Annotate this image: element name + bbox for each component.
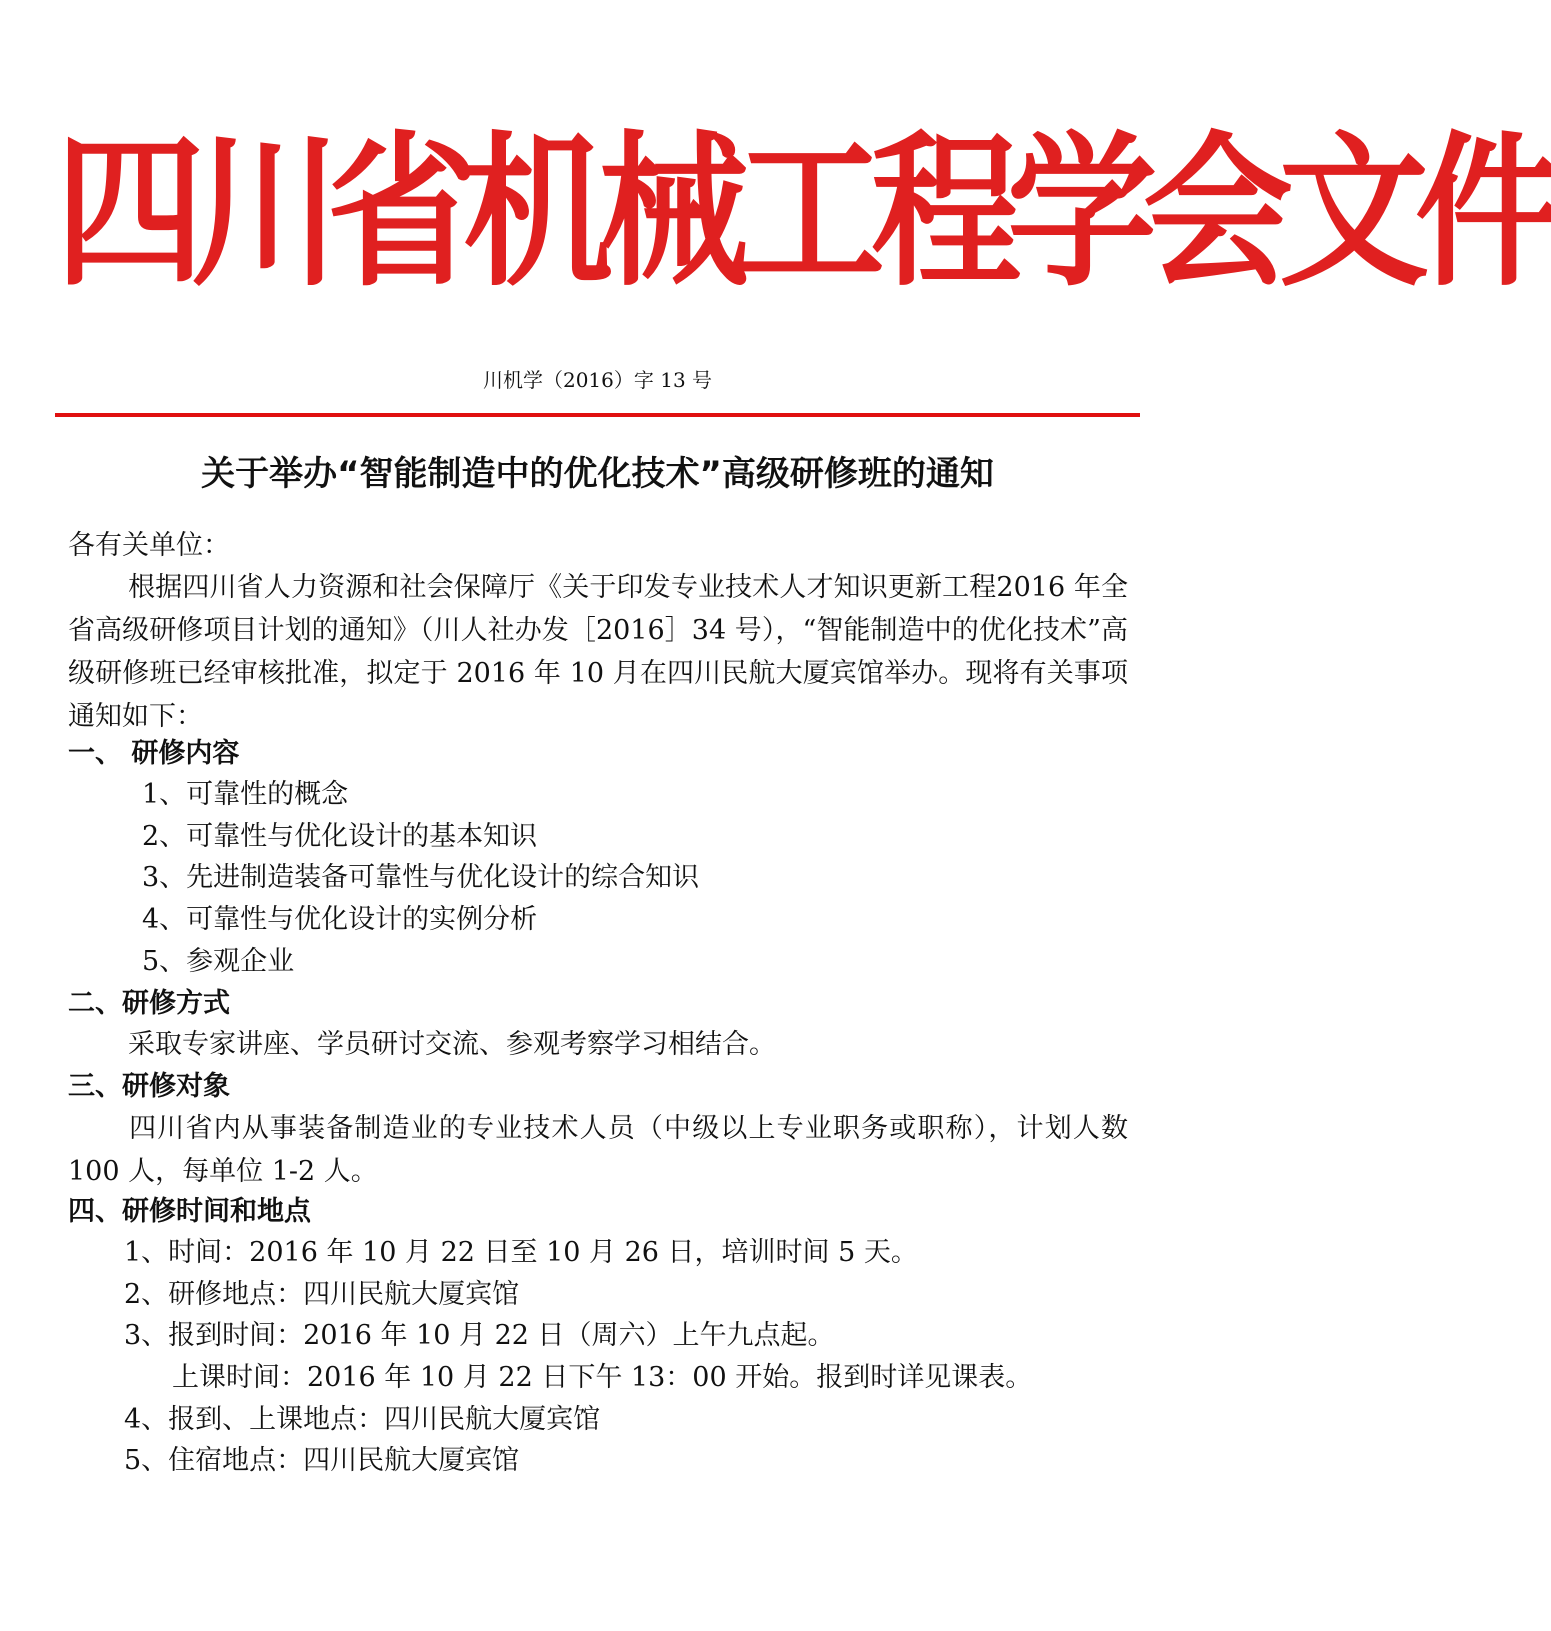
content-item: 2、可靠性与优化设计的基本知识 xyxy=(142,821,538,852)
content-item: 5、参观企业 xyxy=(142,946,295,977)
intro-text: 根据四川省人力资源和社会保障厅《关于印发专业技术人才知识更新工程2016 年全省高级研修项目计划的通知》（川人社办发［2016］34 号），“智能制造中的优化技术”高级研修班已经审核批准，拟定于 2016 年 10 月在四川民航大厦宾馆举办。现将有关事项通知如下： xyxy=(68,572,1128,732)
audience-text: 四川省内从事装备制造业的专业技术人员（中级以上专业职务或职称），计划人数 100 人，每单位 1-2 人。 xyxy=(68,1113,1128,1187)
notice-title: 关于举办“智能制造中的优化技术”高级研修班的通知 xyxy=(201,454,994,494)
audience-paragraph xyxy=(68,1107,1128,1193)
section-heading-audience: 三、研修对象 xyxy=(68,1071,230,1102)
section-heading-method: 二、研修方式 xyxy=(68,988,230,1019)
schedule-item: 1、时间：2016 年 10 月 22 日至 10 月 26 日，培训时间 5 天。 xyxy=(124,1237,918,1268)
intro-paragraph xyxy=(68,566,1128,738)
document-number: 川机学（2016）字 13 号 xyxy=(482,368,713,392)
content-item: 1、可靠性的概念 xyxy=(142,779,349,810)
schedule-item: 上课时间：2016 年 10 月 22 日下午 13：00 开始。报到时详见课表。 xyxy=(172,1362,1033,1393)
content-item: 4、可靠性与优化设计的实例分析 xyxy=(142,904,538,935)
section-heading-content: 一、 研修内容 xyxy=(68,738,240,769)
schedule-item: 2、研修地点：四川民航大厦宾馆 xyxy=(124,1279,520,1310)
method-text: 采取专家讲座、学员研讨交流、参观考察学习相结合。 xyxy=(128,1029,776,1060)
schedule-item: 5、住宿地点：四川民航大厦宾馆 xyxy=(124,1445,520,1476)
red-divider-rule xyxy=(55,413,1140,417)
content-item: 3、先进制造装备可靠性与优化设计的综合知识 xyxy=(142,862,700,893)
section-heading-time-place: 四、研修时间和地点 xyxy=(68,1196,311,1227)
masthead-title: 四川省机械工程学会文件 xyxy=(55,117,1551,310)
schedule-item: 3、报到时间：2016 年 10 月 22 日（周六）上午九点起。 xyxy=(124,1320,835,1351)
salutation: 各有关单位： xyxy=(68,530,230,561)
schedule-item: 4、报到、上课地点：四川民航大厦宾馆 xyxy=(124,1404,601,1435)
